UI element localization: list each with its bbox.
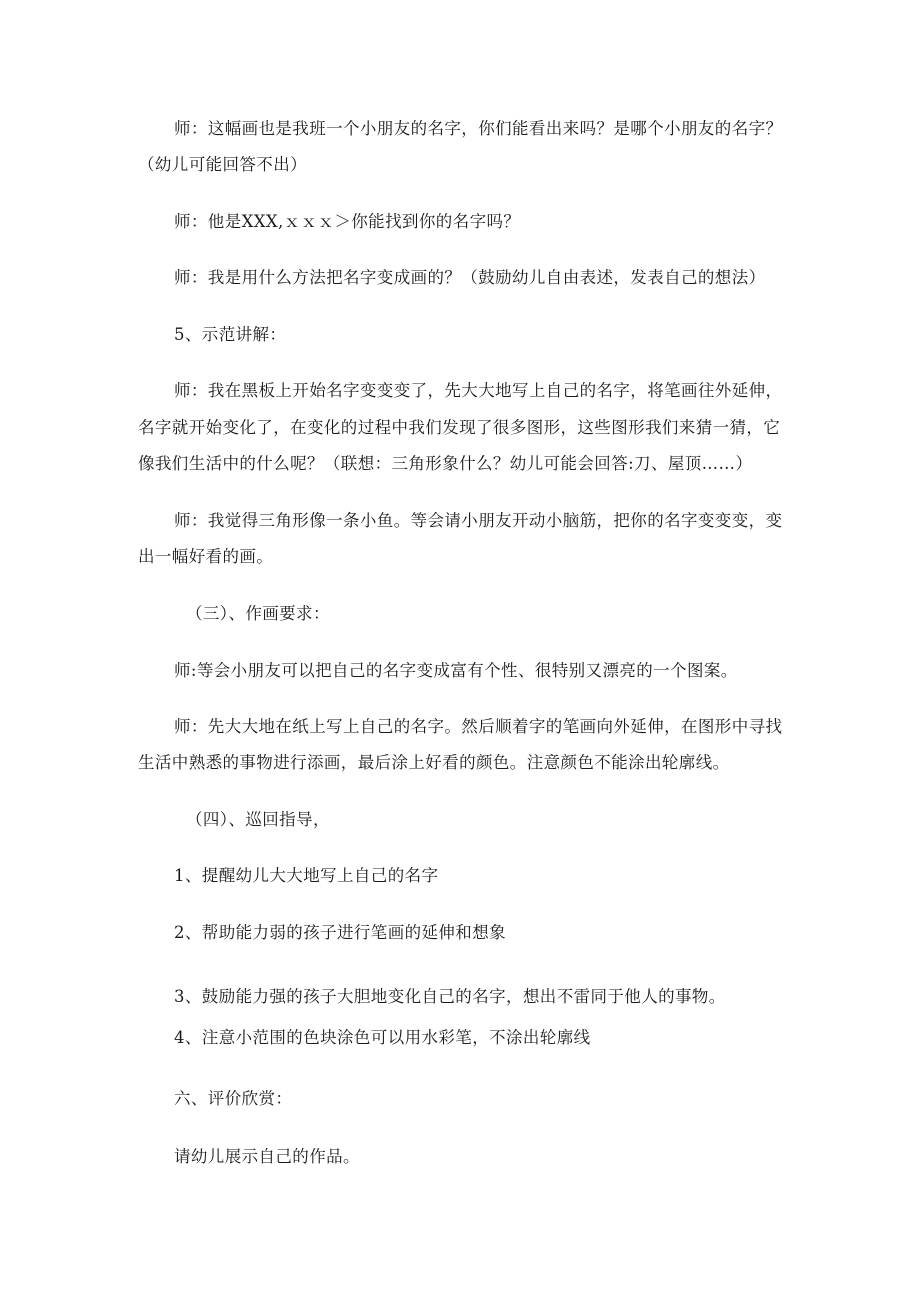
list-item-2: 2、帮助能力弱的孩子进行笔画的延伸和想象 (174, 923, 506, 942)
section-heading-guidance: （四）、巡回指导， (186, 810, 330, 829)
paragraph-6-line-2: 出一幅好看的画。 (138, 547, 274, 566)
list-item-3: 3、鼓励能力强的孩子大胆地变化自己的名字，想出不雷同于他人的事物。 (174, 987, 726, 1006)
paragraph-1-line-2: （幼儿可能回答不出） (138, 155, 307, 174)
paragraph-5-line-1: 师：我在黑板上开始名字变变变了，先大大地写上自己的名字，将笔画往外延伸， (174, 381, 783, 400)
paragraph-9-line-2: 生活中熟悉的事物进行添画，最后涂上好看的颜色。注意颜色不能涂出轮廓线。 (138, 753, 730, 772)
paragraph-5-line-2: 名字就开始变化了，在变化的过程中我们发现了很多图形，这些图形我们来猜一猜，它 (138, 418, 781, 437)
list-item-4: 4、注意小范围的色块涂色可以用水彩笔，不涂出轮廓线 (174, 1028, 591, 1047)
paragraph-9-line-1: 师：先大大地在纸上写上自己的名字。然后顺着字的笔画向外延伸，在图形中寻找 (174, 717, 783, 736)
paragraph-8-line-1: 师:等会小朋友可以把自己的名字变成富有个性、很特别又漂亮的一个图案。 (174, 661, 738, 680)
section-heading-evaluation: 六、评价欣赏： (174, 1089, 293, 1108)
section-heading-drawing-requirements: （三）、作画要求： (186, 604, 330, 623)
section-heading-demo: 5、示范讲解： (174, 325, 287, 344)
paragraph-1-line-1: 师：这幅画也是我班一个小朋友的名字，你们能看出来吗？是哪个小朋友的名字？ (174, 119, 783, 138)
list-item-1: 1、提醒幼儿大大地写上自己的名字 (174, 866, 439, 885)
paragraph-3-line-1: 师：我是用什么方法把名字变成画的？（鼓励幼儿自由表述，发表自己的想法） (174, 268, 766, 287)
paragraph-6-line-1: 师：我觉得三角形像一条小鱼。等会请小朋友开动小脑筋，把你的名字变变变，变 (174, 511, 783, 530)
paragraph-2-line-1: 师：他是XXX,ｘｘｘ＞你能找到你的名字吗？ (174, 212, 521, 231)
paragraph-16-line-1: 请幼儿展示自己的作品。 (174, 1147, 360, 1166)
paragraph-5-line-3: 像我们生活中的什么呢？（联想：三角形象什么？幼儿可能会回答:刀、屋顶……） (138, 454, 753, 473)
